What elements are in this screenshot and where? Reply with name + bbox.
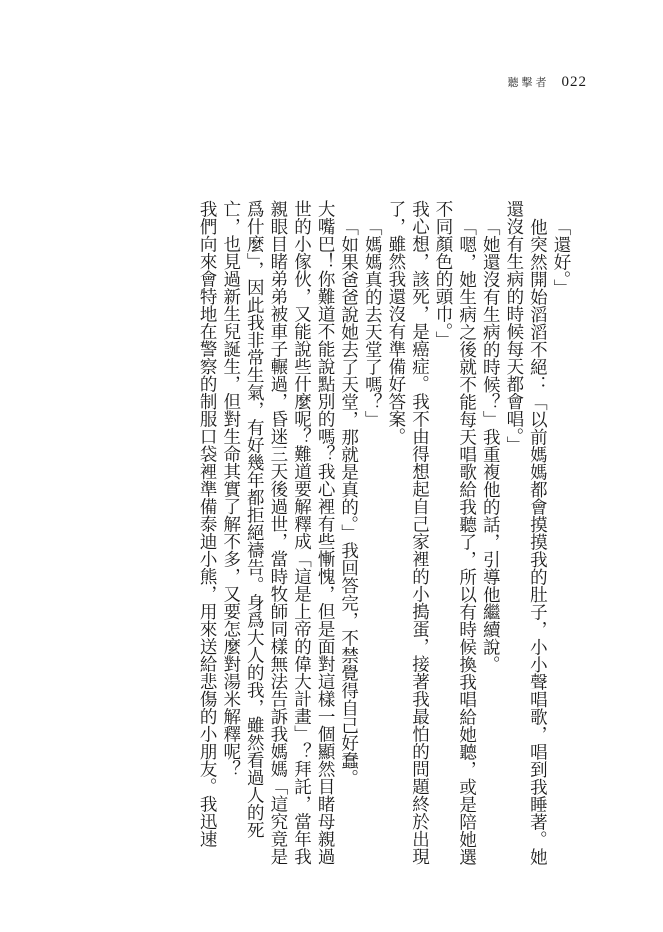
paragraph: 大嘴巴！你難道不能說點別的嗎？我心裡有些慚愧，但是面對這樣一個顯然目睹母親過世的小傢伙，又能說些什麼呢？難道要解釋成「這是上帝的偉大計畫」？拜託，當年我親眼目睹弟弟被車子輾過，昏迷三天後過世，當時牧師同樣無法告訴我媽媽「這究竟是爲什麼」，因此我非常生氣，有好幾年都拒絕禱告。身爲大人的我，雖然看過人的死亡，也見過新生兒誕生，但對生命其實了解不多，又要怎麼對湯米解釋呢？	[220, 200, 336, 865]
page-number: 022	[561, 74, 587, 90]
paragraph: 「她還沒有生病的時候？」我重複他的話，引導他繼續說。	[480, 217, 501, 673]
paragraph: 他突然開始滔滔不絕：「以前媽媽都會摸摸我的肚子，小小聲唱歌，唱到我睡著。她還沒有生病的時候每天都會唱。」	[503, 200, 548, 865]
paragraph: 「媽媽真的去天堂了嗎？」	[362, 217, 383, 428]
paragraph: 「嗯，她生病之後就不能每天唱歌給我聽了，所以有時候換我唱給她聽，或是陪她選不同顏色的頭巾。」	[433, 200, 477, 865]
body-text	[110, 200, 572, 870]
paragraph: 「如果爸爸說她去了天堂，那就是真的。」我回答完，不禁覺得自己好蠢。	[338, 217, 359, 787]
running-head	[508, 74, 588, 91]
paragraph: 「還好。」	[551, 217, 571, 297]
book-title: 聽擊者	[507, 76, 550, 89]
paragraph: 我心想，該死，是癌症。我不由得想起自己家裡的小搗蛋，接著我最怕的問題終於出現了，雖然我還沒有準備好答案。	[385, 200, 430, 865]
paragraph: 我們向來會特地在警察的制服口袋裡準備泰迪小熊，用來送給悲傷的小朋友。我迅速	[197, 200, 218, 848]
